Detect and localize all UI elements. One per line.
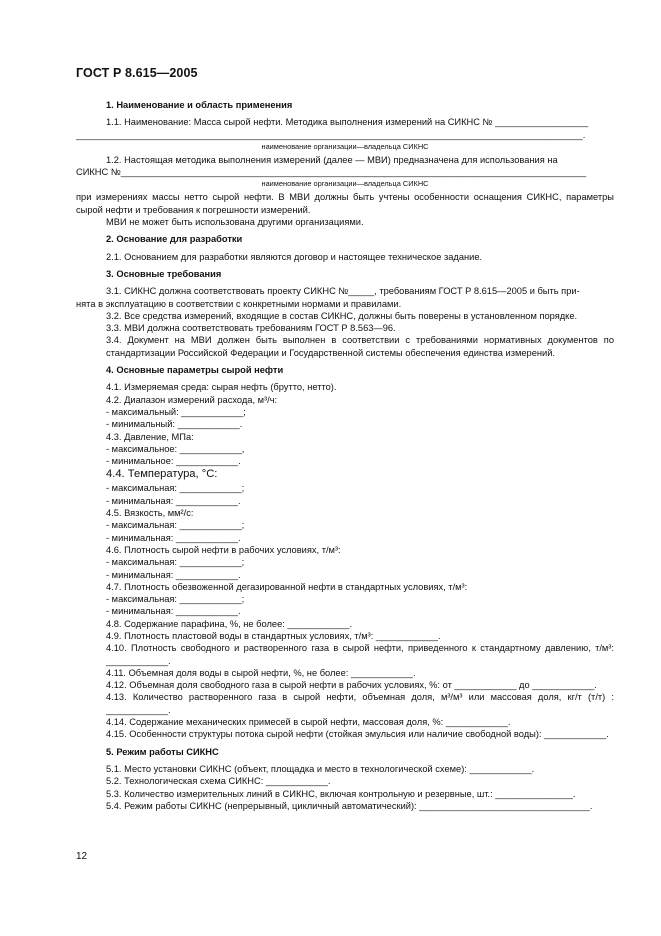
list-item: 4.7. Плотность обезвоженной дегазированной нефти в стандартных условиях, т/м³:: [106, 581, 468, 592]
page-number: 12: [76, 851, 88, 862]
list-item: - минимальная: ____________.: [106, 532, 241, 543]
list-item: - минимальная: ____________.: [106, 569, 241, 580]
list-item: 4.2. Диапазон измерений расхода, м³/ч:: [106, 394, 278, 405]
list-item: - максимальная: ____________;: [106, 483, 245, 494]
caption: наименование организации—владельца СИКНС: [261, 179, 429, 189]
list-item: 4.1. Измеряемая среда: сырая нефть (брутто, нетто).: [106, 382, 337, 393]
list-item: 5.1. Место установки СИКНС (объект, площадка и место в технологической схеме): ____________.: [106, 763, 535, 774]
list-item: 4.3. Давление, МПа:: [106, 431, 194, 442]
paragraph: при измерениях массы нетто сырой нефти. В МВИ должны быть учтены особенности оснащения СИКНС, параметры сырой нефти и требования к погрешности измерений.: [76, 192, 614, 215]
list-item: 5.2. Технологическая схема СИКНС: ____________.: [106, 776, 331, 787]
list-item: 4.8. Содержание парафина, %, не более: ____________.: [106, 618, 353, 629]
list-item: - минимальная: ____________.: [106, 495, 241, 506]
section-title: 4. Основные параметры сырой нефти: [106, 365, 284, 376]
list-item: 4.10. Плотность свободного и растворенного газа в сырой нефти, приведенного к стандартному давлению, т/м³: ____________.: [106, 643, 614, 666]
section-title: 2. Основание для разработки: [106, 234, 243, 245]
paragraph: 1.2. Настоящая методика выполнения измерений (далее — МВИ) предназначена для использования на: [106, 154, 558, 165]
list-item: 4.12. Объемная доля свободного газа в сырой нефти в рабочих условиях, %: от ____________ до ____________.: [106, 680, 597, 691]
document-body: [76, 94, 614, 812]
section-title: 3. Основные требования: [106, 268, 222, 279]
list-item: 4.4. Температура, °С:: [106, 468, 218, 481]
section-title: 1. Наименование и область применения: [106, 100, 293, 110]
paragraph: 3.3. МВИ должна соответствовать требованиям ГОСТ Р 8.563—96.: [106, 323, 396, 334]
section-title: 5. Режим работы СИКНС: [106, 746, 219, 757]
list-item: 5.3. Количество измерительных линий в СИКНС, включая контрольную и резервные, шт.: _______________.: [106, 788, 576, 799]
list-item: 5.4. Режим работы СИКНС (непрерывный, цикличный автоматический): _________________________________.: [106, 800, 593, 811]
document-header: ГОСТ Р 8.615—2005: [76, 66, 198, 80]
paragraph: МВИ не может быть использована другими организациями.: [106, 217, 364, 228]
list-item: - максимальное: ____________,: [106, 443, 245, 454]
list-item: 4.11. Объемная доля воды в сырой нефти, %, не более: ____________.: [106, 667, 416, 678]
list-item: - максимальная: ____________;: [106, 557, 245, 568]
list-item: - минимальная: ____________.: [106, 606, 241, 617]
paragraph: 3.2. Все средства измерений, входящие в состав СИКНС, должны быть поверены в установленном порядке.: [106, 310, 578, 321]
list-item: 4.13. Количество растворенного газа в сырой нефти, объемная доля, м³/м³ или массовая доля, кг/т (т/т) : ____________.: [106, 692, 614, 715]
list-item: 4.9. Плотность пластовой воды в стандартных условиях, т/м³: ____________.: [106, 630, 441, 641]
list-item: - минимальный: ____________.: [106, 419, 243, 430]
list-item: 4.6. Плотность сырой нефти в рабочих условиях, т/м³:: [106, 544, 341, 555]
list-item: - максимальная: ____________;: [106, 520, 245, 531]
list-item: 4.14. Содержание механических примесей в сырой нефти, массовая доля, %: ____________.: [106, 717, 511, 728]
list-item: 4.15. Особенности структуры потока сырой нефти (стойкая эмульсия или наличие свободной воды): ____________.: [106, 729, 609, 740]
paragraph: __________________________________________________________________________________________________.: [76, 129, 586, 140]
list-item: - максимальная: ____________;: [106, 594, 245, 605]
paragraph: 3.1. СИКНС должна соответствовать проекту СИКНС №_____, требованиям ГОСТ Р 8.615—2005 и быть при-: [106, 286, 580, 297]
paragraph: 1.1. Наименование: Масса сырой нефти. Методика выполнения измерений на СИКНС № __________________: [106, 117, 589, 128]
paragraph: СИКНС №__________________________________________________________________________________________: [76, 167, 587, 178]
caption: наименование организации—владельца СИКНС: [261, 141, 429, 151]
paragraph: 2.1. Основанием для разработки являются договор и настоящее техническое задание.: [106, 251, 483, 262]
list-item: - минимальное: ____________.: [106, 456, 241, 467]
list-item: 4.5. Вязкость, мм²/с:: [106, 508, 194, 519]
list-item: - максимальный: ____________;: [106, 406, 246, 417]
paragraph: 3.4. Документ на МВИ должен быть выполнен в соответствии с требованиями нормативных документов по стандартизации Российской Федерации и Государственной системы обеспечения единства измерений.: [106, 335, 614, 358]
paragraph: нята в эксплуатацию в соответствии с конкретными нормами и правилами.: [76, 298, 402, 309]
